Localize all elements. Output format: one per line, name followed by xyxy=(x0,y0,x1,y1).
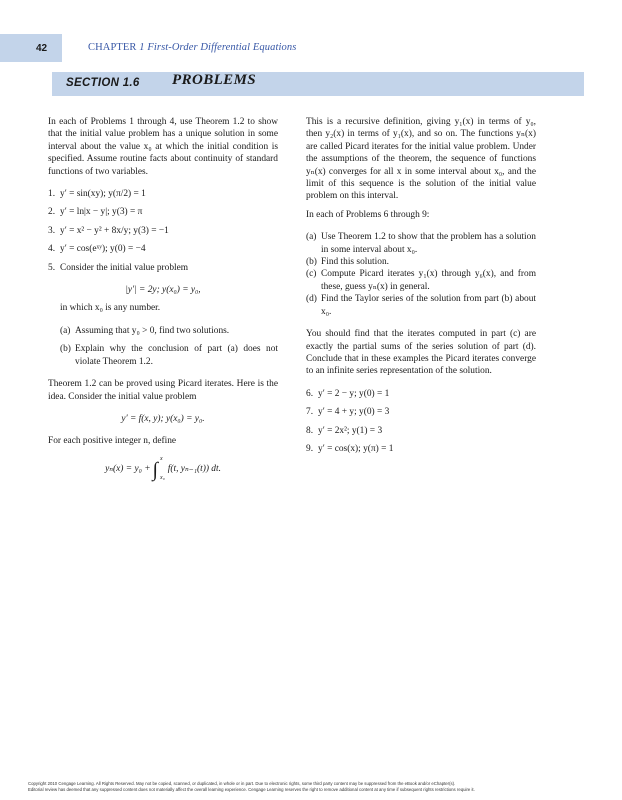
iterate-rhs: f(t, yₙ₋₁(t)) dt. xyxy=(167,463,221,474)
problems-6-9-instruction: In each of Problems 6 through 9: xyxy=(306,209,430,220)
integral-sign: ∫ xyxy=(152,458,159,481)
problem-number: 2. xyxy=(48,207,56,218)
part-label: (b) xyxy=(60,344,71,355)
problem-5-part-b xyxy=(48,343,278,368)
chapter-title: 1 First-Order Differential Equations xyxy=(139,42,297,53)
problem-number: 8. xyxy=(306,425,314,436)
problem-text: y′ = 2 − y; y(0) = 1 xyxy=(318,388,390,399)
part-label: (a) xyxy=(60,325,71,336)
problem-5-where: in which x₀ is any number. xyxy=(60,303,161,314)
problem-number: 9. xyxy=(306,443,314,454)
iterate-lhs: yₙ(x) = y₀ + xyxy=(105,463,151,474)
integral-limits xyxy=(160,456,165,482)
problem-text: y′ = 2x²; y(1) = 3 xyxy=(318,425,383,436)
conclusion-text: You should find that the iterates computed in part (c) are exactly the partial sums of the series solution of part (d). Conclude that in these examples the Picard iterates converge to an infinite series representation of the solution. xyxy=(306,329,536,377)
chapter-label: CHAPTER xyxy=(88,42,137,53)
problem-number: 4. xyxy=(48,244,56,255)
problem-number: 1. xyxy=(48,189,56,200)
problem-text: Consider the initial value problem xyxy=(60,262,189,273)
problem-number: 5. xyxy=(48,262,56,273)
problem-7 xyxy=(306,406,536,418)
part-c xyxy=(306,268,536,293)
part-text: Compute Picard iterates y₁(x) through y₆(x), and from these, guess yₙ(x) in general. xyxy=(321,269,536,292)
copyright-footer xyxy=(28,781,598,793)
right-column xyxy=(306,116,536,455)
ivp-equation: y′ = f(x, y); y(x₀) = y₀. xyxy=(121,413,205,424)
page-number: 42 xyxy=(36,43,48,54)
problem-5-equation: |y′| = 2y; y(x₀) = y₀, xyxy=(125,285,201,296)
problem-8 xyxy=(306,425,536,437)
problem-number: 7. xyxy=(306,407,314,418)
picard-intro: Theorem 1.2 can be proved using Picard iterates. Here is the idea. Consider the initial value problem xyxy=(48,379,278,402)
problem-text: y′ = cos(x); y(π) = 1 xyxy=(318,443,394,454)
problem-5 xyxy=(48,262,278,274)
problem-9 xyxy=(306,443,536,455)
problem-text: y′ = ln|x − y|; y(3) = π xyxy=(60,207,143,218)
problem-number: 6. xyxy=(306,388,314,399)
integral-lower-limit: x₀ xyxy=(160,474,165,481)
copyright-line-1: Copyright 2010 Cengage Learning. All Rights Reserved. May not be copied, scanned, or duplicated, in whole or in part. Due to electronic rights, some third party content may be suppressed from the eBook and/or eChapter(s). xyxy=(28,781,456,786)
problems-1-4-intro: In each of Problems 1 through 4, use Theorem 1.2 to show that the initial value problem has a unique solution in some interval about the value x₀ at which the initial condition is specified. Assume routine facts about continuity of standard functions of two variables. xyxy=(48,117,278,177)
picard-recursive-text: This is a recursive definition, giving y₁(x) in terms of y₀, then y₂(x) in terms of y₁(x), and so on. The functions yₙ(x) are called Picard iterates for the initial value problem. Under the assumptions of the theorem, the sequence of functions yₙ(x) converges for all x in some interval about x₀, and the limit of this sequence is the solution of the initial value problem on this interval. xyxy=(306,117,536,202)
part-text: Find the Taylor series of the solution from part (b) about x₀. xyxy=(321,294,536,317)
problem-text: y′ = cos(eˣʸ); y(0) = −4 xyxy=(60,244,146,255)
problem-text: y′ = sin(xy); y(π/2) = 1 xyxy=(60,189,146,200)
part-label: (d) xyxy=(306,294,317,305)
part-d xyxy=(306,293,536,318)
part-label: (a) xyxy=(306,232,317,243)
section-title: PROBLEMS xyxy=(172,72,257,88)
section-label: SECTION 1.6 xyxy=(66,77,140,89)
problem-6 xyxy=(306,388,536,400)
part-text: Assuming that y₀ > 0, find two solutions. xyxy=(75,325,230,336)
define-text: For each positive integer n, define xyxy=(48,436,177,447)
part-text: Find this solution. xyxy=(321,257,389,268)
problem-3 xyxy=(48,225,278,237)
problem-4 xyxy=(48,243,278,255)
running-head xyxy=(88,42,296,54)
problem-5-part-a xyxy=(48,325,278,337)
left-column xyxy=(48,116,278,484)
problem-1 xyxy=(48,188,278,200)
picard-iterate-equation xyxy=(48,454,278,484)
integral-upper-limit: x xyxy=(160,455,163,462)
problem-text: y′ = x² − y² + 8x/y; y(3) = −1 xyxy=(60,225,169,236)
problem-number: 3. xyxy=(48,225,56,236)
part-text: Explain why the conclusion of part (a) does not violate Theorem 1.2. xyxy=(75,344,278,367)
part-text: Use Theorem 1.2 to show that the problem has a solution in some interval about x₀. xyxy=(321,232,536,255)
copyright-line-2: Editorial review has deemed that any suppressed content does not materially affect the overall learning experience. Cengage Learning reserves the right to remove additional content at any time if subsequent rights restrictions require it. xyxy=(28,787,475,792)
problem-text: y′ = 4 + y; y(0) = 3 xyxy=(318,407,390,418)
part-label: (b) xyxy=(306,257,317,268)
part-b xyxy=(306,256,536,268)
part-label: (c) xyxy=(306,269,317,280)
part-a xyxy=(306,231,536,256)
page-number-tab xyxy=(0,34,62,62)
problem-2 xyxy=(48,206,278,218)
